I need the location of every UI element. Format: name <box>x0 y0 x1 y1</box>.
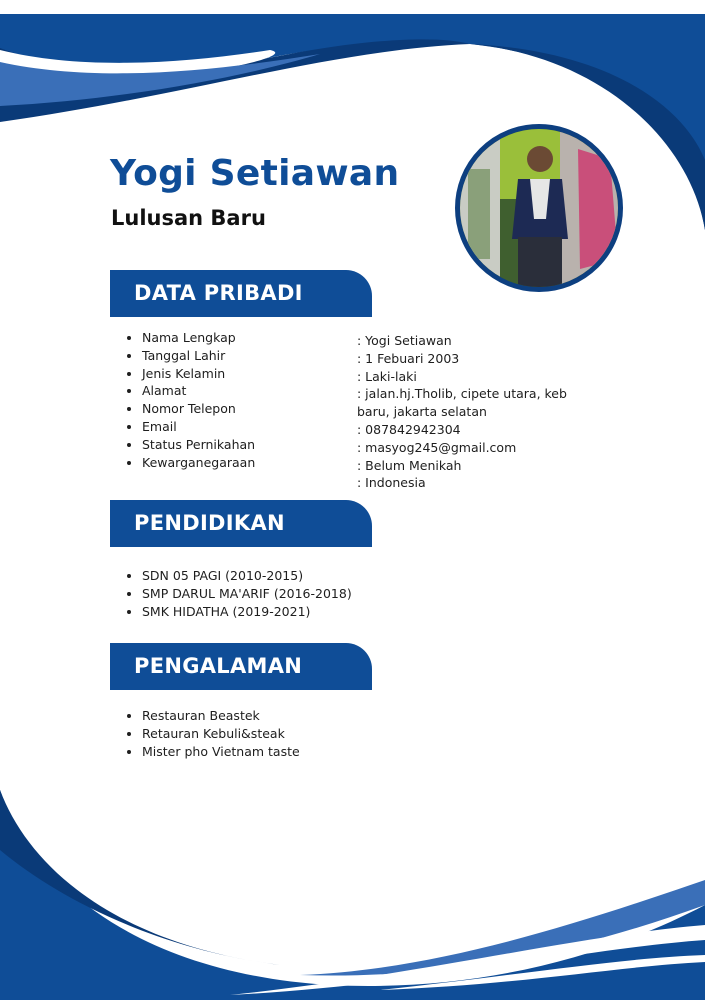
list-item: • Nama Lengkap <box>142 329 255 347</box>
candidate-role: Lulusan Baru <box>111 206 266 230</box>
value-address: : jalan.hj.Tholib, cipete utara, keb baru, jakarta selatan <box>357 386 567 420</box>
list-item: • Tanggal Lahir <box>142 347 255 365</box>
value-email: : masyog245@gmail.com <box>357 439 517 455</box>
education-list <box>124 567 352 620</box>
profile-photo <box>455 124 623 292</box>
list-item: • Status Pernikahan <box>142 436 255 454</box>
list-item: • Alamat <box>142 382 255 400</box>
list-item: • Retauran Kebuli&steak <box>142 725 300 743</box>
value-birth-date: : 1 Febuari 2003 <box>357 350 460 366</box>
list-item: • SMP DARUL MA'ARIF (2016-2018) <box>142 585 352 603</box>
list-item: • Nomor Telepon <box>142 400 255 418</box>
list-item: • SDN 05 PAGI (2010-2015) <box>142 567 352 585</box>
personal-data-labels <box>124 329 255 471</box>
list-item: • Jenis Kelamin <box>142 365 255 383</box>
list-item: • Restauran Beastek <box>142 707 300 725</box>
candidate-name: Yogi Setiawan <box>110 153 400 194</box>
value-full-name: : Yogi Setiawan <box>357 333 452 348</box>
section-header-pengalaman: PENGALAMAN <box>110 643 372 690</box>
section-header-data-pribadi: DATA PRIBADI <box>110 270 372 317</box>
value-nationality: : Indonesia <box>357 475 426 491</box>
section-header-pendidikan: PENDIDIKAN <box>110 500 372 547</box>
value-phone: : 087842942304 <box>357 421 461 437</box>
value-marital-status: : Belum Menikah <box>357 457 462 473</box>
experience-list <box>124 707 300 760</box>
list-item: • Email <box>142 418 255 436</box>
list-item: • Kewarganegaraan <box>142 454 255 472</box>
value-gender: : Laki-laki <box>357 368 417 384</box>
list-item: • SMK HIDATHA (2019-2021) <box>142 603 352 621</box>
list-item: • Mister pho Vietnam taste <box>142 743 300 761</box>
personal-data-values <box>357 332 572 492</box>
